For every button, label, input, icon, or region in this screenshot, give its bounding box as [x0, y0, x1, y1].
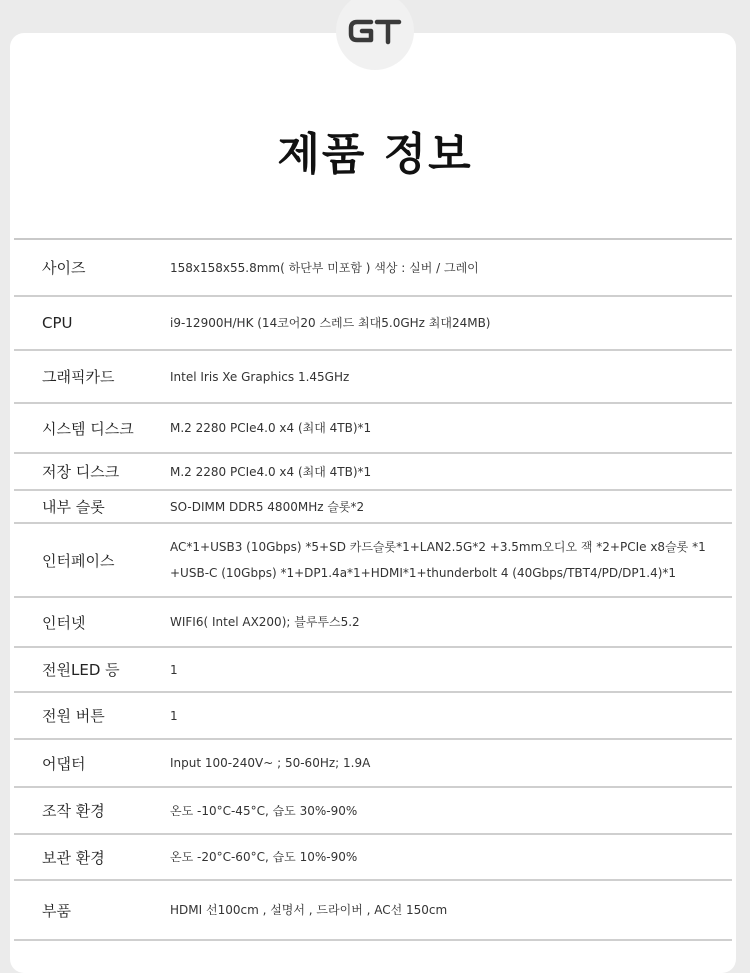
spec-value [170, 459, 732, 485]
spec-value [170, 415, 732, 441]
spec-row [14, 648, 732, 693]
spec-value-line: M.2 2280 PCIe4.0 x4 (최대 4TB)*1 [170, 421, 372, 435]
spec-row [14, 740, 732, 788]
spec-label: 조작 환경 [42, 802, 105, 820]
spec-value-line: 온도 -20°C-60°C, 습도 10%-90% [170, 850, 358, 864]
spec-value-line: M.2 2280 PCIe4.0 x4 (최대 4TB)*1 [170, 464, 372, 479]
spec-value-line: 온도 -10°C-45°C, 습도 30%-90% [170, 803, 358, 818]
spec-row [14, 881, 732, 941]
spec-value [170, 750, 732, 776]
spec-label: 그래픽카드 [42, 368, 115, 386]
spec-label: 부품 [42, 901, 71, 920]
spec-value [170, 534, 732, 586]
gt-logo-icon [347, 15, 403, 47]
spec-value-line: Input 100-240V~ ; 50-60Hz; 1.9A [170, 756, 371, 770]
spec-value-line: 158x158x55.8mm( 하단부 미포함 ) 색상 : 실버 / 그레이 [170, 260, 479, 275]
spec-value-line: Intel Iris Xe Graphics 1.45GHz [170, 369, 350, 384]
spec-value-line: 1 [170, 708, 178, 723]
spec-value-line: +USB-C (10Gbps) *1+DP1.4a*1+HDMI*1+thunderbolt 4 (40Gbps/TBT4/PD/DP1.4)*1 [170, 566, 677, 580]
spec-value [170, 897, 732, 923]
spec-value [170, 364, 732, 390]
page-title: 제품 정보 [277, 129, 473, 180]
spec-label: 전원 버튼 [42, 707, 105, 725]
spec-value [170, 703, 732, 729]
spec-row [14, 454, 732, 491]
spec-row [14, 598, 732, 648]
spec-value [170, 798, 732, 824]
spec-label: 저장 디스크 [42, 463, 120, 481]
spec-label: 내부 슬롯 [42, 498, 105, 516]
spec-value-line: AC*1+USB3 (10Gbps) *5+SD 카드슬롯*1+LAN2.5G*2 +3.5mm오디오 잭 *2+PCIe x8슬롯 *1 [170, 540, 706, 554]
spec-value [170, 255, 732, 281]
spec-label: 어댑터 [42, 754, 86, 773]
spec-row [14, 693, 732, 740]
spec-value-line: 1 [170, 662, 178, 677]
spec-value [170, 657, 732, 683]
spec-label: 보관 환경 [42, 848, 105, 867]
spec-value-line: i9-12900H/HK (14코어20 스레드 최대5.0GHz 최대24MB) [170, 316, 491, 330]
spec-label: 인터넷 [42, 613, 86, 632]
spec-row [14, 240, 732, 297]
spec-label: 시스템 디스크 [42, 419, 134, 438]
spec-row [14, 788, 732, 835]
spec-row [14, 835, 732, 881]
spec-value [170, 609, 732, 635]
spec-value-line: WIFI6( Intel AX200); 블루투스5.2 [170, 615, 360, 629]
spec-row [14, 404, 732, 454]
spec-label: 사이즈 [42, 259, 86, 277]
spec-value [170, 494, 732, 520]
spec-table [14, 238, 732, 941]
spec-value [170, 844, 732, 870]
spec-value-line: HDMI 선100cm , 설명서 , 드라이버 , AC선 150cm [170, 903, 448, 917]
spec-row [14, 297, 732, 351]
spec-value [170, 310, 732, 336]
spec-label: 전원LED 등 [42, 661, 120, 679]
spec-row [14, 491, 732, 524]
spec-label: 인터페이스 [42, 551, 115, 570]
spec-value-line: SO-DIMM DDR5 4800MHz 슬롯*2 [170, 499, 365, 514]
spec-row [14, 524, 732, 598]
spec-row [14, 351, 732, 404]
spec-label: CPU [42, 314, 73, 332]
